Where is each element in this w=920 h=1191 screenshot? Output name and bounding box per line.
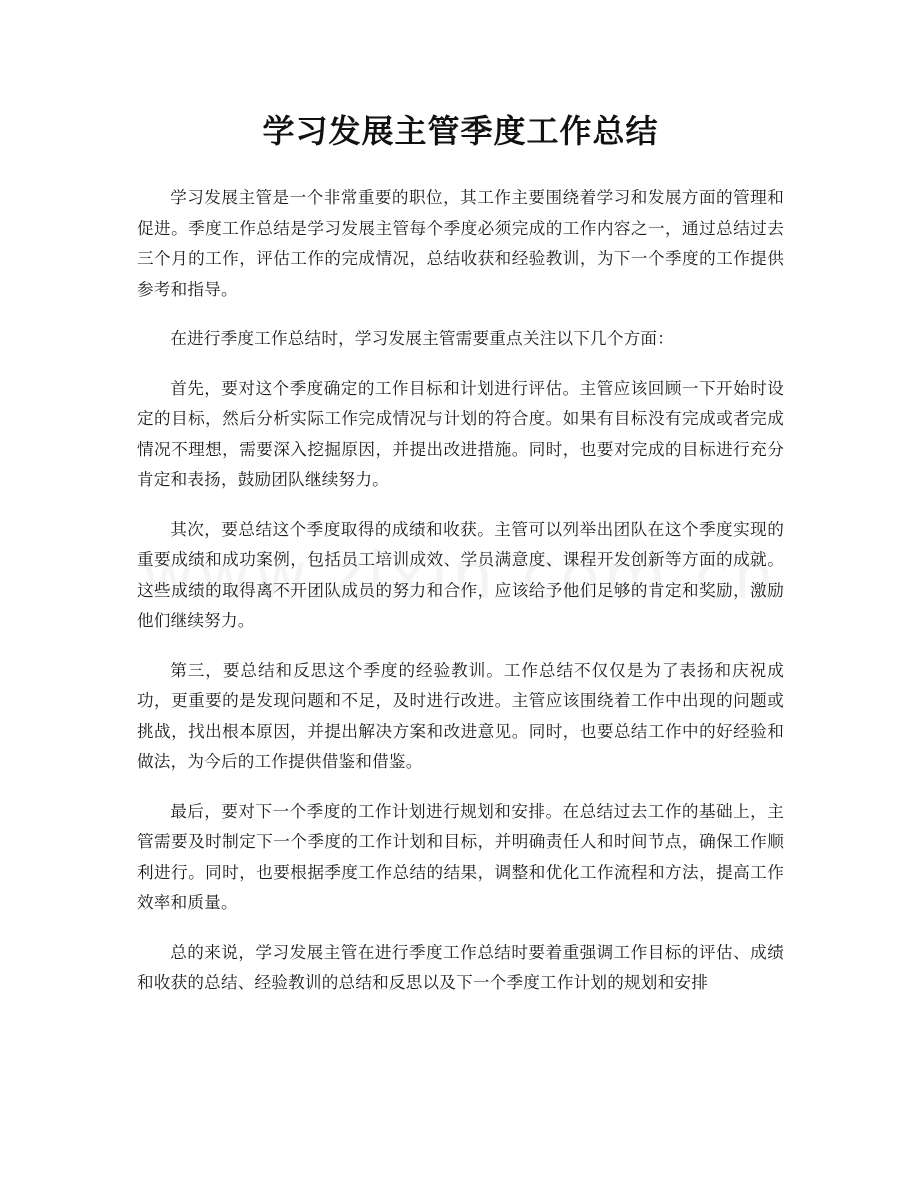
paragraph-intro: 学习发展主管是一个非常重要的职位，其工作主要围绕着学习和发展方面的管理和促进。季度工作总结是学习发展主管每个季度必须完成的工作内容之一，通过总结过去三个月的工作，评估工作的完成情况，总结收获和经验教训，为下一个季度的工作提供参考和指导。 <box>137 188 784 299</box>
paragraph-summary: 总的来说，学习发展主管在进行季度工作总结时要着重强调工作目标的评估、成绩和收获的总结、经验教训的总结和反思以及下一个季度工作计划的规划和安排 <box>137 942 784 992</box>
paragraph-second: 其次，要总结这个季度取得的成绩和收获。主管可以列举出团队在这个季度实现的重要成绩和成功案例，包括员工培训成效、学员满意度、课程开发创新等方面的成就。这些成绩的取得离不开团队成员的努力和合作，应该给予他们足够的肯定和奖励，激励他们继续努力。 <box>137 519 784 630</box>
document-title: 学习发展主管季度工作总结 <box>262 112 659 150</box>
paragraph-last: 最后，要对下一个季度的工作计划进行规划和安排。在总结过去工作的基础上，主管需要及时制定下一个季度的工作计划和目标，并明确责任人和时间节点，确保工作顺利进行。同时，也要根据季度工作总结的结果，调整和优化工作流程和方法，提高工作效率和质量。 <box>137 801 784 912</box>
paragraph-third: 第三，要总结和反思这个季度的经验教训。工作总结不仅仅是为了表扬和庆祝成功，更重要的是发现问题和不足，及时进行改进。主管应该围绕着工作中出现的问题或挑战，找出根本原因，并提出解决方案和改进意见。同时，也要总结工作中的好经验和做法，为今后的工作提供借鉴和借鉴。 <box>137 660 784 771</box>
paragraph-focus-areas: 在进行季度工作总结时，学习发展主管需要重点关注以下几个方面： <box>170 329 674 348</box>
paragraph-first: 首先，要对这个季度确定的工作目标和计划进行评估。主管应该回顾一下开始时设定的目标，然后分析实际工作完成情况与计划的符合度。如果有目标没有完成或者完成情况不理想，需要深入挖掘原因，并提出改进措施。同时，也要对完成的目标进行充分肯定和表扬，鼓励团队继续努力。 <box>137 378 784 489</box>
